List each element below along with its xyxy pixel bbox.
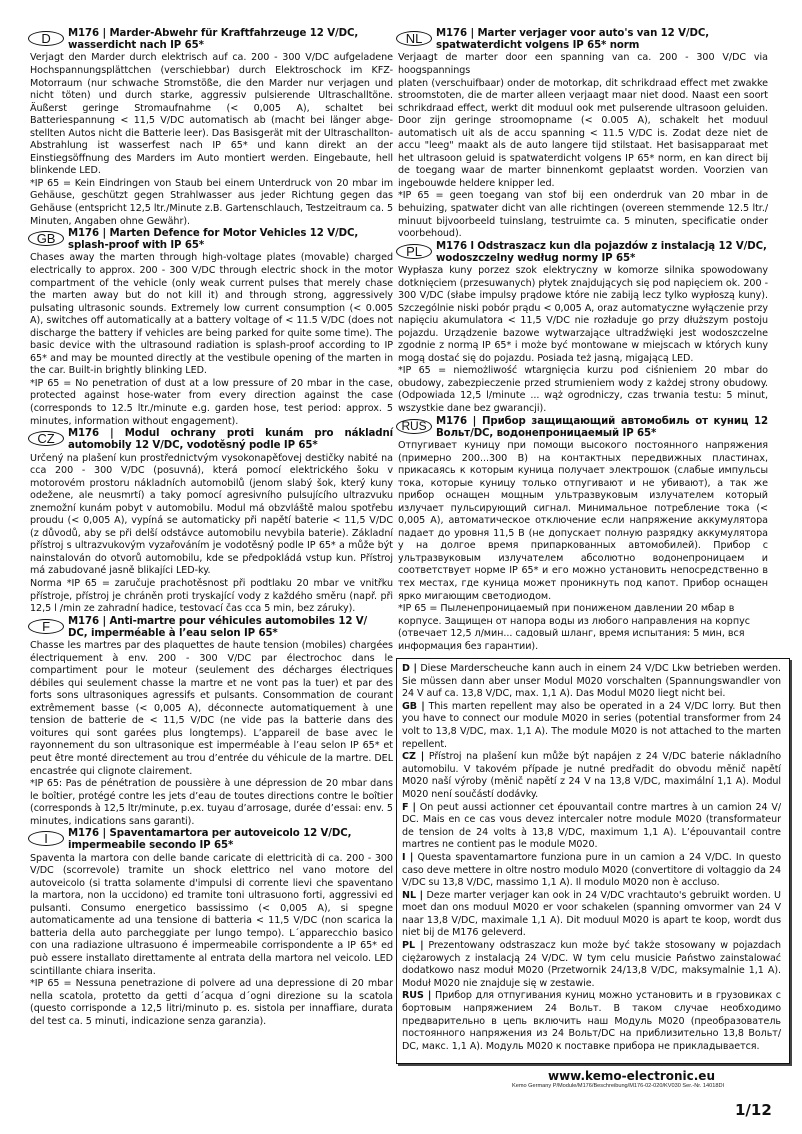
section-fr xyxy=(30,616,393,829)
heading-line-2: DC, imperméable à l’eau selon IP 65* xyxy=(68,627,278,639)
section-note-line: (отвечает 12,5 л/мин... садовый шланг, время испытания: 5 мин, вся xyxy=(398,628,745,640)
heading-line-1: M176 | Marter verjager voor auto's van 12 V/DC, xyxy=(436,28,709,39)
truck-24v-notice-box xyxy=(396,658,790,1064)
section-it xyxy=(30,828,393,1028)
heading-line-2: impermeabile secondo IP 65* xyxy=(68,840,234,852)
section-note: *IP 65 = geen toegang van stof bij een onderdruk van 20 mbar in de behuizing, spatwater dicht van alle richtingen (overeen stemmende 12.5 ltr./ minuut bijvoorbeeld tuinslang, testruimte ca. 5 minuten, specificatie onder voorbehoud). xyxy=(398,190,768,240)
notice-lang-code: PL | xyxy=(402,940,424,952)
notice-text: On peut aussi actionner cet épouvantail contre martres à un camion 24 V/ DC. Mais en ce cas vous devez intercaler notre module M020 (transformateur de tension de 24 volts à 13,8 V/DC, maximum 1,1 A). L’épouvantail contre martres ne contient pas le module M020. xyxy=(402,801,781,851)
heading-line-1: M176 | Прибор защищающий автомобиль от куниц 12 xyxy=(436,415,768,427)
section-heading xyxy=(30,28,393,52)
language-badge-icon: GB xyxy=(28,231,64,246)
notice-lang-code: F | xyxy=(402,801,416,813)
notice-lang-code: GB | xyxy=(402,700,425,712)
language-badge-icon: I xyxy=(28,831,64,846)
notice-entry xyxy=(402,990,781,1053)
notice-lang-code: I | xyxy=(402,851,414,863)
page-number: 1/12 xyxy=(735,1101,772,1119)
section-ru xyxy=(398,416,768,654)
section-nl xyxy=(398,28,768,241)
section-body: Chases away the marten through high-voltage plates (movable) charged electrically to approx. 200 - 300 V/DC through electric shock in the motor compartment of the vehicle (only weak current pulses that merely chase the marten away but do not kill it) and through strong, aggressively pulsating ultrasonic sounds. Extremely low current consumption (< 0.005 A), switches off automatically at a battery voltage of < 11.5 V/DC (does not discharge the battery if vehicles are being parked for quite some time). The basic device with the ultrasound radiation is splash-proof according to IP 65* and may be mounted directly at the vestibule opening of the marten in the car. Built-in brightly blinking LED. xyxy=(30,252,393,377)
section-note-line: корпусе. Защищен от напора воды из любого направления на корпус xyxy=(398,615,750,627)
language-badge-icon: F xyxy=(28,619,64,634)
language-badge-icon: PL xyxy=(396,244,432,259)
document-reference: Kemo Germany P/Module/M176/Beschreibung/M176-02-020/KV030 Ser.-Nr. 14018DI xyxy=(512,1083,725,1089)
notice-lang-code: CZ | xyxy=(402,751,425,763)
section-heading xyxy=(30,828,393,852)
language-badge-icon: RUS xyxy=(396,419,432,434)
section-de xyxy=(30,28,393,228)
notice-text: This marten repellent may also be operated in a 24 V/DC lorry. But then you have to connect our module M020 in series (potential transformer from 24 volt to 13,8 V/DC, max. 1,1 A). The module M020 is not attached to the marten repellent. xyxy=(402,700,781,750)
section-note: *IP 65: Pas de pénétration de poussière à une dépression de 20 mbar dans le boîtier, protégé contre les jets d’eau de toutes directions contre le boîtier (corresponds à 12,5 ltr/minute, p.ex. tuyau d’arrosage, durée d’essai: env. 5 minutes, indications sans garanti). xyxy=(30,778,393,827)
notice-entry xyxy=(402,701,781,751)
section-body: Určený na plašení kun prostřednictvým vysokonapěťovej destičky nabité na cca 200 - 300 V/DC (posuvná), která pomocí elektrického šoku v motorovém prostoru nákladních automobilů (jenom slabý šok, který kuny odežene, ale neusmrtí) a taky pomocí agresivního pulsujícího ultrazvuku znemožní kunám pobyt v automobilu. Modul má obzvláště malou spotřebu proudu (< 0,005 A), vypíná se automaticky při napětí baterie < 11,5 V/DC (z důvodů, aby se při delší odstávce automobilu nevybila baterie). Základní přístroj s ultrazvukovým vyzařováním je vodotěsný podle IP 65* a může být nainstalován do otvorů automobilu, kde se předpokládá vstup kun. Přístroj má zabudované jasně blikajíci LED-ky. xyxy=(30,452,393,577)
heading-line-2: wodoszczelny według normy IP 65* xyxy=(436,252,636,264)
heading-line-1: M176 | Anti-martre pour véhicules automobiles 12 V/ xyxy=(68,615,368,627)
section-heading xyxy=(398,241,768,265)
heading-line-1: M176 | Spaventamartora per autoveicolo 12 V/DC, xyxy=(68,828,352,840)
notice-text: Questa spaventamartore funziona pure in un camion a 24 V/DC. In questo caso deve mettere in oltre nostro modulo M020 (convertitore di voltaggio da 24 V/DC su 13,8 V/DC, massimo 1,1 A). Il modulo M020 non è accluso. xyxy=(402,851,781,889)
notice-entry xyxy=(402,940,781,990)
section-cz xyxy=(30,428,393,616)
heading-line-2: spatwaterdicht volgens IP 65* norm xyxy=(436,40,640,52)
section-heading xyxy=(398,28,768,52)
section-body: Spaventa la martora con delle bande caricate di elettricità di ca. 200 - 300 V/DC (scorrevole) tramite un shock elettrico nel vano motore del autoveicolo (si tratta solamente d'impulsi di corrente lievi che spaventano la martora, non la uccidono) ed tramite toni ultrasuono forti, aggressivi ed pulsanti. Consumo energetico bassissimo (< 0,005 A), si spegne automaticamente ad una tensione di batteria < 11,5 V/DC (non scarica la batteria della auto parcheggiate per lungo tempo). L´apparecchio basico con una radiazione ultrasuono é impermeabile corrispondente a IP 65* ed può essere installato direttamente al entrata della martora nel veicolo. LED scintillante chiara inserita. xyxy=(30,852,393,977)
heading-line-1: M176 | Marten Defence for Motor Vehicles 12 V/DC, xyxy=(68,228,359,240)
section-note-line: *IP 65 = Пыленепроницаемый при пониженом давлении 20 мбар в xyxy=(398,603,735,615)
notice-text: Přístroj na plašení kun může být napájen z 24 V/DC baterie nákladního automobilu. V takovém případe je nutné predřadit do obvodu měnič napětí M020 naší výroby (měnič napětí z 24 V na 13,8 V/DC, maximální 1,1 A). Modul M020 není součástí dodávky. xyxy=(402,751,781,800)
notice-text: Prezentowany odstraszacz kun może być także stosowany w pojazdach ciężarowych z instalacją 24 V/DC. W tym celu musicie Państwo zainstalować dodatkowo nasz moduł M020 (Przetwornik 24/13,8 V/DC, maksymalnie 1,1 A). Moduł M020 nie znajduje się w zestawie. xyxy=(402,940,781,989)
heading-line-2: automobily 12 V/DC, vodotěsný podle IP 65* xyxy=(68,440,318,452)
notice-entry xyxy=(402,751,781,801)
notice-lang-code: NL | xyxy=(402,889,424,901)
heading-line-2: splash-proof with IP 65* xyxy=(68,240,205,252)
section-note: *IP 65 = No penetration of dust at a low pressure of 20 mbar in the case, protected against hose-water from every direction against the case (corresponds to 12.5 ltr./minute e.g. garden hose, test period: approx. 5 minutes, information without engagement). xyxy=(30,377,393,427)
notice-lang-code: D | xyxy=(402,663,417,674)
language-badge-icon: NL xyxy=(396,31,432,46)
heading-line-2: Вольт/DC, водонепроницаемый IP 65* xyxy=(436,427,657,439)
section-body: Wypłasza kuny porzez szok elektryczny w komorze silnika spowodowany dotknięciem (przesuwanych) płytek znajdujących się pod napięciem ok. 200 - 300 V/DC (słabe impulsy prądowe które nie zabiją lecz tylko wypłoszą kuny). Szczególnie niski pobór prądu < 0,005 A, oraz automatyczne wyłączenie przy napięciu akumulatora < 11,5 V/DC nie rozładuje go przy dłuższym postoju pojazdu. Urządzenie bazowe wytwarzające ultradźwięki jest wodoszczelne zgodnie z normą IP 65* i może być montowane w miejscach w których kuny mogą dostać się do pojazdu. Posiada też jasną, migającą LED. xyxy=(398,265,768,364)
language-badge-icon: CZ xyxy=(28,431,64,446)
section-pl xyxy=(398,241,768,416)
section-heading xyxy=(30,616,393,640)
section-heading xyxy=(30,428,393,452)
section-gb xyxy=(30,228,393,428)
section-heading xyxy=(30,228,393,252)
section-body-first: Verjaagt de marter door een spanning van ca. 200 - 300 V/DC via hoogspannings xyxy=(398,52,768,76)
section-note: *IP 65 = Kein Eindringen von Staub bei einem Unterdruck von 20 mbar im Gehäuse, geschützt gegen Strahlwasser aus jeder Richtung gegen das Gehäuse (entspricht 12,5 ltr./Minute z.B. Gartenschlauch, Testzeitraum ca. 5 Minuten, Angaben ohne Gewähr). xyxy=(30,177,393,227)
language-badge-icon: D xyxy=(28,31,64,46)
heading-line-1: M176 | Marder-Abwehr für Kraftfahrzeuge 12 V/DC, xyxy=(68,28,359,39)
notice-text: Deze marter verjager kan ook in 24 V/DC vrachtauto's gebruikt worden. U moet dan ons moduul M020 er voor schakelen (spanning omvormer van 24 V naar 13,8 V/DC, maximale 1,1 A). Dit moduul M020 is apart te koop, wordt dus niet bij de M176 geleverd. xyxy=(402,889,781,939)
heading-line-1: M176 l Odstraszacz kun dla pojazdów z instalacją 12 V/DC, xyxy=(436,240,767,252)
left-column xyxy=(30,28,393,1028)
section-body: Chasse les martres par des plaquettes de haute tension (mobiles) chargées électriquement à env. 200 - 300 V/DC par électrochoc dans le compartiment pour le moteur (seulement des décharges électriques débiles qui seulement chasse la martre et ne vont pas la tuer) et par des forts sons ultrasoniques agressifs et pulsants. Consommation de courant extrêmement basse (< 0,005 A), déconnecte automatiquement à une tension de batterie de < 11,5 V/DC (ne vide pas la batterie dans des voitures qui sont garées plus longtemps). L’appareil de base avec le rayonnement du son ultrasonique est imperméable à l’eau selon IP 65* et peut être monté directement au trou d’entrée du véhicule de la martre. DEL encastrée qui clignote clairement. xyxy=(30,640,393,777)
notice-text: Прибор для отпугивания куниц можно установить и в грузовиках с бортовым напряжением 24 Вольт. В таком случае необходимо предварительно в цепь включить наш Модуль M020 (преобразователь постоянного напряжения из 24 Вольт/DC на приблизительно 13,8 Вольт/ DC, макс. 1,1 А). Модуль M020 к поставке прибора не прикладывается. xyxy=(402,990,781,1052)
notice-lang-code: RUS | xyxy=(402,990,432,1002)
notice-entry xyxy=(402,663,781,701)
section-body: Отпугивает куницу при помощи высокого постоянного напряжения (примерно 200...300 В) на контактных передвижных пластинах, прикасаясь к которым куница получает электрошок (слабые импульсы тока, которые куницу только отпугивают и не убивают), а так же прибор оснащен мощным ультразвуковым излучателем который излучает пульсирующий сигнал. Минимальное потребление тока (< 0,005 А), автоматическое отключение если напряжение аккумулятора падает до уровня 11,5 В (не допускает полную разрядку аккумулятора у на долгое время припаркованных автомобилей). Прибор с ультразвуковым излучателем абсолютно водонепроницаем и соответствует норме IP 65* и его можно установить непосредственно в тех местах, где куница может проникнуть под капот. Прибор оснащен ярко мигающим светодиодом. xyxy=(398,439,768,602)
notice-entry xyxy=(402,890,781,940)
section-note: *IP 65 = Nessuna penetrazione di polvere ad una depressione di 20 mbar nella scatola, protetto da getti d´acqua d´ogni direzione su la scatola (questo corrisponde a 12,5 litri/minuto p. es. sistola per innaffiare, durata del test ca. 5 minuti, indicazione senza garanzia). xyxy=(30,978,393,1027)
section-note-line: информация без гарантии). xyxy=(398,640,539,652)
right-column xyxy=(398,28,768,653)
notice-entry xyxy=(402,802,781,852)
website-link[interactable]: www.kemo-electronic.eu xyxy=(548,1069,715,1083)
notice-text: Diese Marderscheuche kann auch in einem 24 V/DC Lkw betrieben werden. Sie müssen dann aber unser Modul M020 vorschalten (Spannungswandler von 24 V auf ca. 13,8 V/DC, max. 1,1 A). Das Modul M020 liegt nicht bei. xyxy=(402,663,781,700)
heading-line-1: M176 | Modul ochrany proti kunám pro nákladní xyxy=(68,428,393,440)
section-body: Verjagt den Marder durch elektrisch auf ca. 200 - 300 V/DC aufgeladene Hochspannungsplättchen (verschiebbar) durch Elektroschock im KFZ-Motorraum (nur schwache Stromstöße, die den Marder nur verjagen und nicht töten) und durch starke, aggressiv pulsierende Ultraschalltöne. Äußerst geringe Stromaufnahme (< 0,005 A), schaltet bei Batteriespannung < 11,5 V/DC automatisch ab (macht bei länger abgestellten Autos nicht die Batterie leer). Das Basisgerät mit der Ultraschallton-Abstrahlung ist wasserfest nach IP 65* und kann direkt an der Einstiegsöffnung des Marders im Auto montiert werden. Eingebaute, hell blinkende LED. xyxy=(30,52,393,177)
section-heading xyxy=(398,416,768,440)
section-note: Norma *IP 65 = zaručuje prachotěsnost při podtlaku 20 mbar ve vnitřku přístroje, přístroj je chráněn proti tryskající vody z každého směru (např. při 12,5 l /min ze zahradní hadice, testovací čas cca 5 min, bez záruky). xyxy=(30,578,393,615)
notice-entry xyxy=(402,852,781,890)
section-body: platen (verschuifbaar) onder de motorkap, dit schrikdraad effect met zwakke stroomstoten, die de marter alleen verjaagt maar niet dood. Naast een soort schrikdraad effect, werkt dit moduul ook met pulserende ultrasoon geluiden. Door zijn geringe stroomopname (< 0.005 A), schakelt het moduul automatisch uit als de accu spanning < 11.5 V/DC is. Zodat deze niet de accu "leeg" maakt als de auto langere tijd stilstaat. Het basisapparaat met het ultrasoon geluid is spatwaterdicht volgens IP 65* norm, en kan direct bij de toegang waar de marter binnenkomt geplaatst worden. Voorzien van ingebouwde heldere knipper led. xyxy=(398,77,768,189)
heading-line-2: wasserdicht nach IP 65* xyxy=(68,40,204,52)
section-note: *IP 65 = niemożliwość wtargnięcia kurzu pod ciśnieniem 20 mbar do obudowy, zabezpieczenie przed strumieniem wody z każdej strony obudowy. (Odpowiada 12,5 l/minute ... wąż ogrodniczy, czas trwania testu: 5 minut, wszystkie dane bez gwarancji). xyxy=(398,365,768,415)
